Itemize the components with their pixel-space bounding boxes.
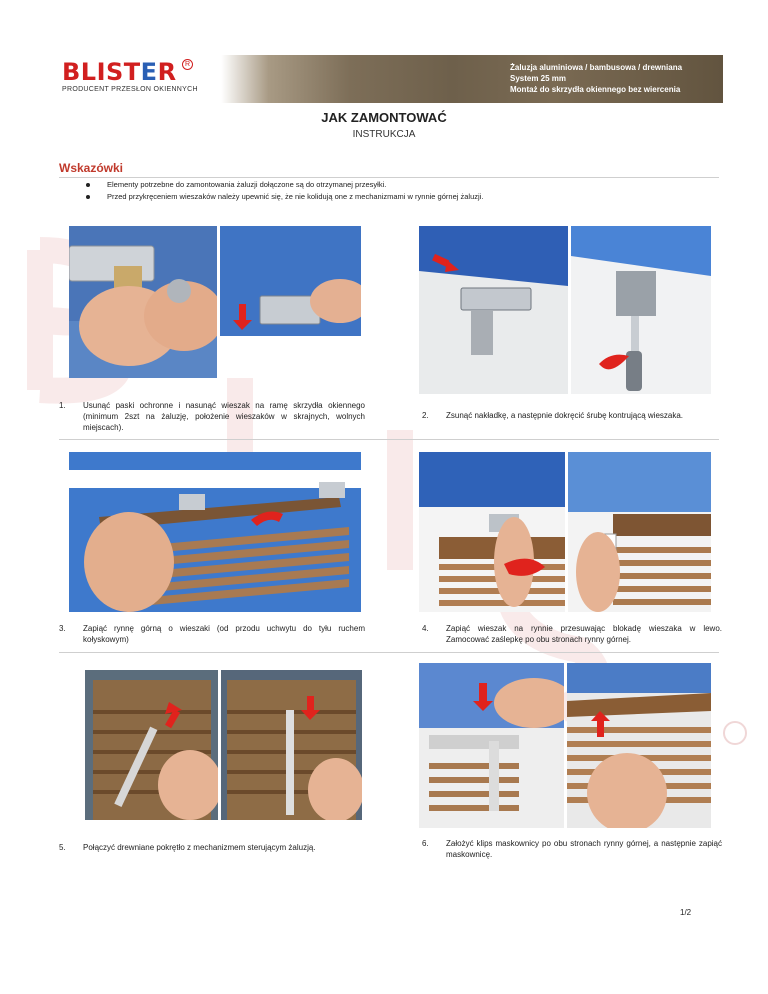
- page-number: 1/2: [680, 908, 692, 917]
- step-6-photo-b: [567, 663, 711, 828]
- step-number: 4.: [422, 624, 429, 633]
- page-subtitle: INSTRUKCJA: [352, 129, 416, 140]
- step-text: Połączyć drewniane pokrętło z mechanizmem sterującym żaluzją.: [83, 843, 316, 852]
- step-4-photo-b: [568, 452, 711, 612]
- step-text: Zsunąć nakładkę, a następnie dokręcić śrubę kontrującą wieszaka.: [446, 411, 684, 420]
- divider: [59, 177, 719, 178]
- product-info-line: Żaluzja aluminiowa / bambusowa / drewniana: [510, 63, 683, 72]
- step-number: 6.: [422, 839, 429, 848]
- step-2-photo-b: [571, 226, 711, 394]
- product-info-line: Montaż do skrzydła okiennego bez wiercenia: [510, 85, 681, 94]
- divider: [59, 652, 719, 653]
- document-title: [0, 110, 768, 142]
- step-text: Zapiąć rynnę górną o wieszaki (od przodu uchwytu do tyłu ruchem kołyskowym): [83, 624, 365, 644]
- logo-wordmark: BLISTER: [62, 58, 177, 86]
- tips-heading: Wskazówki: [59, 161, 124, 175]
- step-number: 2.: [422, 411, 429, 420]
- step-number: 5.: [59, 843, 66, 852]
- step-number: 3.: [59, 624, 66, 633]
- page-title: JAK ZAMONTOWAĆ: [321, 110, 447, 125]
- step-2-photo-a: [419, 226, 568, 394]
- step-1-photo-a: [69, 226, 217, 378]
- step-text: Założyć klips maskownicy po obu stronach rynny górnej, a następnie zapiąć maskownicę.: [446, 839, 722, 859]
- step-6-photo-a: [419, 663, 564, 828]
- step-3-photo: [69, 452, 361, 612]
- product-info-line: System 25 mm: [510, 74, 567, 83]
- step-number: 1.: [59, 401, 66, 410]
- tip-item: Przed przykręceniem wieszaków należy upewnić się, że nie kolidują one z mechanizmami w rynnie górnej żaluzji.: [80, 191, 483, 203]
- registered-mark: R: [182, 59, 193, 70]
- product-info: [510, 62, 682, 95]
- step-text: Zapiąć wieszak na rynnie przesuwając blokadę wieszaka w lewo. Zamocować zaślepkę po obu stronach rynny górnej.: [446, 624, 722, 644]
- step-1-photo-b: [220, 226, 361, 378]
- step-5-photo-a: [85, 670, 218, 820]
- step-5-photo-b: [221, 670, 362, 820]
- tip-item: Elementy potrzebne do zamontowania żaluzji dołączone są do otrzymanej przesyłki.: [80, 179, 483, 191]
- step-4-photo-a: [419, 452, 565, 612]
- step-text: Usunąć paski ochronne i nasunąć wieszak na ramę skrzydła okiennego (minimum 2szt na żaluzję, położenie wieszaków w skrajnych, wolnych miejscach).: [83, 401, 365, 432]
- tips-list: [80, 179, 483, 203]
- divider: [59, 439, 719, 440]
- brand-logo: [62, 59, 198, 93]
- logo-tagline: PRODUCENT PRZESŁON OKIENNYCH: [62, 86, 198, 93]
